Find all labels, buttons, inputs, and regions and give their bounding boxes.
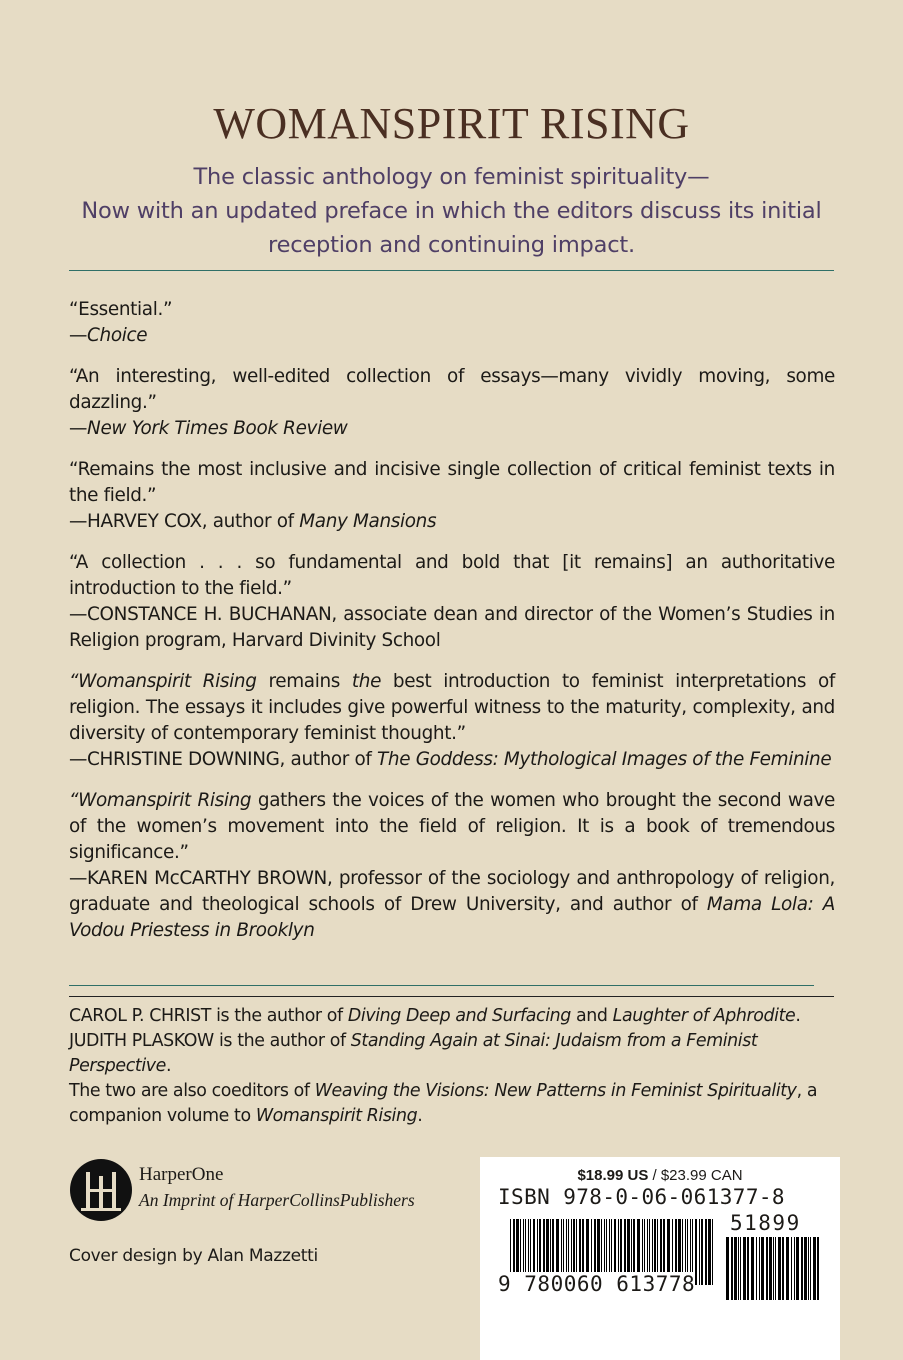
quote-text: “A collection . . . so fundamental and bold that [it remains] an authoritative introduction to the field.” [69, 552, 835, 599]
barcode-bar [747, 1237, 749, 1300]
harperone-logo-icon [69, 1158, 133, 1222]
book-tagline [40, 160, 863, 262]
barcode-bar [810, 1237, 811, 1300]
quote-downing [69, 669, 835, 773]
barcode-bar [705, 1219, 707, 1285]
barcode-bar [708, 1219, 711, 1285]
barcode-bar [801, 1237, 803, 1300]
book-title: WOMANSPIRIT RISING [213, 99, 690, 148]
price: $18.99 US / $23.99 CAN [577, 1167, 743, 1184]
barcode-bar [769, 1237, 772, 1300]
barcode-bar [712, 1219, 713, 1285]
quote-harvey-cox [69, 457, 835, 535]
barcode-bar [761, 1237, 764, 1300]
quote-attribution: —CONSTANCE H. BUCHANAN, associate dean and director of the Women’s Studies in Religion program, Harvard Divinity School [69, 604, 835, 651]
barcode-bar [773, 1237, 774, 1300]
barcode-bar [740, 1237, 741, 1300]
bottom-divider-black [69, 996, 834, 997]
editors-bio [69, 1004, 839, 1129]
quote-attribution: —Choice [69, 325, 148, 346]
barcode-bar [695, 1219, 697, 1285]
quote-text: “An interesting, well-edited collection of essays—many vividly moving, some dazzling.” [69, 366, 835, 413]
bottom-divider-teal [69, 985, 814, 986]
barcode-bar [808, 1237, 809, 1300]
cover-design-credit: Cover design by Alan Mazzetti [69, 1246, 318, 1266]
barcode-bar [699, 1219, 700, 1285]
tagline-line-3: reception and continuing impact. [268, 232, 635, 258]
quote-choice [69, 297, 835, 349]
barcode-bar [734, 1237, 737, 1300]
barcode-bar [738, 1237, 739, 1300]
quote-text: “Womanspirit Rising remains the best introduction to feminist interpretations of religion. The essays it includes give powerful witness to the maturity, complexity, and diversity of contemporary feminist thought.” [69, 671, 836, 744]
ean-digits: 9 780060 613778 [498, 1272, 696, 1296]
quote-attribution: —CHRISTINE DOWNING, author of The Goddess: Mythological Images of the Feminine [69, 749, 832, 770]
quote-text: “Remains the most inclusive and incisive single collection of critical feminist texts in the field.” [69, 459, 835, 506]
quote-attribution: —KAREN McCARTHY BROWN, professor of the sociology and anthropology of religion, graduate and theological schools of Drew University, and author of Mama Lola: A Vodou Priestess in Brooklyn [69, 868, 835, 941]
barcode-bar [817, 1237, 819, 1300]
publisher-imprint: An Imprint of HarperCollinsPublishers [139, 1190, 415, 1210]
barcode-bar [813, 1237, 816, 1300]
barcode-bar [751, 1237, 754, 1300]
barcode-bar [804, 1237, 807, 1300]
quote-buchanan [69, 550, 835, 654]
quote-attribution: —HARVEY COX, author of Many Mansions [69, 511, 437, 532]
quote-text: “Essential.” [69, 299, 173, 320]
top-divider [69, 270, 834, 271]
barcode-bar [775, 1237, 776, 1300]
barcode-label [480, 1157, 840, 1360]
barcode-bar [782, 1237, 784, 1300]
addon-barcode [726, 1237, 821, 1300]
barcode-bar [759, 1237, 760, 1300]
bio-judith-plaskow: JUDITH PLASKOW is the author of Standing Again at Sinai: Judaism from a Feminist Perspective. [69, 1031, 758, 1076]
barcode-bar [743, 1237, 746, 1300]
barcode-bar [731, 1237, 733, 1300]
barcode-bar [726, 1237, 729, 1300]
quote-nyt [69, 364, 835, 442]
barcode-bar [786, 1237, 789, 1300]
tagline-line-1: The classic anthology on feminist spirituality— [193, 164, 710, 190]
bio-coeditors: The two are also coeditors of Weaving the Visions: New Patterns in Feminist Spirituality, a companion volume to Womanspirit Rising. [69, 1081, 818, 1126]
quote-mccarthy-brown [69, 788, 835, 944]
price-addon-number: 51899 [730, 1211, 801, 1235]
review-quotes [69, 297, 835, 959]
bio-carol-christ: CAROL P. CHRIST is the author of Diving Deep and Surfacing and Laughter of Aphrodite. [69, 1006, 801, 1026]
tagline-line-2: Now with an updated preface in which the editors discuss its initial [81, 198, 822, 224]
barcode-bar [766, 1237, 768, 1300]
barcode-bar [794, 1237, 795, 1300]
barcode-bar [778, 1237, 781, 1300]
publisher-name: HarperOne [139, 1164, 224, 1185]
isbn-number: ISBN 978-0-06-061377-8 [498, 1185, 785, 1209]
barcode-bar [791, 1237, 792, 1300]
barcode-bar [756, 1237, 757, 1300]
barcode-bar [701, 1219, 703, 1285]
quote-text: “Womanspirit Rising gathers the voices of the women who brought the second wave of the women’s movement into the field of religion. It is a book of tremendous significance.” [69, 790, 835, 863]
quote-attribution: —New York Times Book Review [69, 418, 348, 439]
barcode-bar [796, 1237, 799, 1300]
